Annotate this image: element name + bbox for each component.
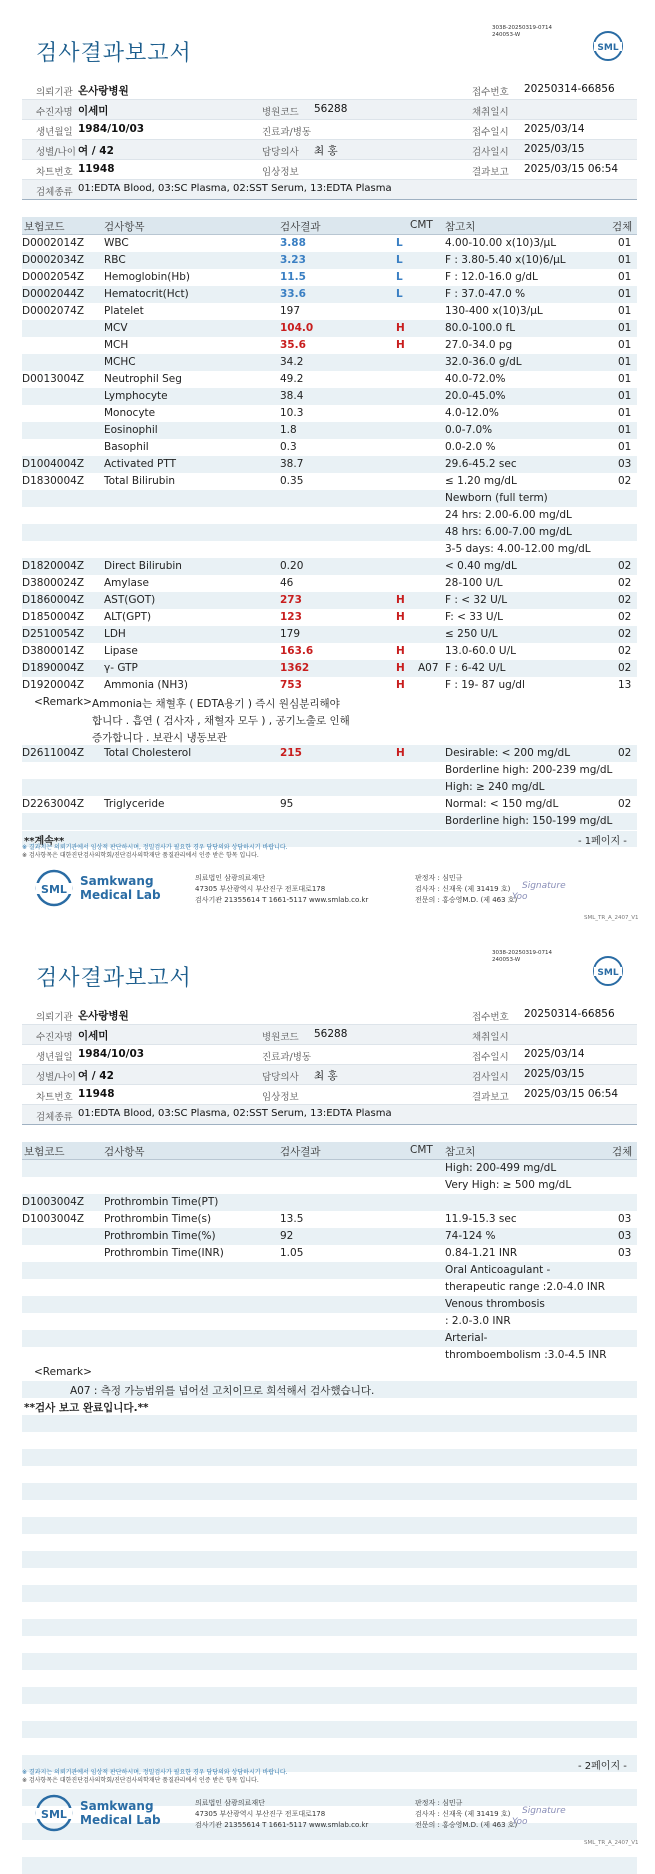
specimen-cell: 01 [618, 389, 632, 402]
table-row [22, 439, 637, 456]
empty-row [22, 1534, 637, 1551]
item-cell: Total Bilirubin [104, 474, 176, 487]
reference-cell: 29.6-45.2 sec [445, 457, 517, 470]
table-header: 보험코드 검사항목 검사결과 CMT 참고치 검체 [22, 217, 637, 235]
result-cell: 3.88 [280, 236, 306, 249]
result-cell: 0.3 [280, 440, 297, 453]
signature-2: Yoo [512, 892, 528, 902]
results-table-2: 보험코드 검사항목 검사결과 CMT 참고치 검체 High: 200-499 mg/dL Very High: ≥ 500 mg/dL D1003004Z Prothrombin Time(PT) D1003004Z Prothrombin Time(s) 13.5 11.9-15.3 sec 03 Prothrombin Time(%) 92 74-124 % 03 Prothrombin Time(INR) 1.05 0.84-1.21 INR 03 Oral Anticoagulant - therapeutic range :2.0-4.0 INR Venous thrombosis : 2.0-3.0 INR Arterial- thromboembolism :3.0-4.5 INR <Remark> A07 : 측정 가능범위를 넘어선 고치이므로 희석해서 검사했습니다. **검사 보고 완료입니다.** [22, 1142, 637, 1874]
reference-cell: Newborn (full term) [445, 491, 548, 504]
result-cell: 215 [280, 746, 302, 759]
empty-row [22, 1551, 637, 1568]
reference-cell: F : 6-42 U/L [445, 661, 506, 674]
specimen-cell: 02 [618, 576, 632, 589]
reference-cell: Normal: < 150 mg/dL [445, 797, 559, 810]
reference-cell: Very High: ≥ 500 mg/dL [445, 1178, 572, 1191]
flag-cell: H [396, 661, 405, 674]
item-cell: Eosinophil [104, 423, 158, 436]
table-row [22, 1211, 637, 1228]
sml-logo-icon [592, 955, 624, 987]
empty-row [22, 1585, 637, 1602]
page-footer-bar: **계속** - 1페이지 - [22, 831, 637, 847]
empty-row [22, 1857, 637, 1874]
item-cell: AST(GOT) [104, 593, 156, 606]
lab-address: 의료법인 삼광의료재단 47305 부산광역시 부산진구 전포대로178 검사기관 21355614 T 1661-5117 www.smlab.co.kr [195, 1799, 369, 1829]
specimen-cell: 02 [618, 644, 632, 657]
signatories: 판정자 : 심민규 검사자 : 신재욱 (제 31419 호) 전문의 : 홍승영M.D. (제 463 호) [415, 1799, 518, 1829]
flag-cell: H [396, 593, 405, 606]
item-cell: Platelet [104, 304, 144, 317]
flag-cell: L [396, 270, 403, 283]
empty-row [22, 1687, 637, 1704]
reference-cell: 20.0-45.0% [445, 389, 506, 402]
result-cell: 11.5 [280, 270, 306, 283]
empty-row [22, 1517, 637, 1534]
page-number: - 1페이지 - [578, 836, 627, 847]
flag-cell: L [396, 236, 403, 249]
reference-cell: F : 3.80-5.40 x(10)6/μL [445, 253, 566, 266]
report-page-2: 3038-20250319-0714 240053-W 검사결과보고서 SML 의뢰기관 온사랑병원 접수번호 20250314-66856 수진자명 이세미 병원코드 56288 채취일시 생년월일 1984/10/03 진료과/병동 접수일시 2025/03/14 성별/나이 여 / 42 담당의사 최 홍 검사일시 2025/03/15 차트번호 11948 임상정보 결과보고 2025/03/15 06:54 검체종류 01:EDTA Blood, 03:SC Plasma, 02:SST Serum, 13:EDTA Plasma 보험코드 검사항목 검사결과 CMT 참고치 검체 High: 200-499 mg/dL Very High: ≥ 500 mg/dL D1003004Z Prothrombin Time(PT) D1003004Z Prothrombin Time(s) 13.5 11.9-15.3 sec 03 Prothrombin Time(%) 92 74-124 % 03 Prothrombin Time(INR) 1.05 0.84-1.21 INR 03 Oral Anticoagulant - therapeutic range :2.0-4.0 INR Venous thrombosis : 2.0-3.0 INR Arterial- thromboembolism :3.0-4.5 INR <Remark> A07 : 측정 가능범위를 넘어선 고치이므로 희석해서 검사했습니다. **검사 보고 완료입니다.** - 2페이지 - ※ 결과지는 의뢰기관에서 임상적 판단하시며, 정밀검사가 필요한 경우 담당의와 상담하시기 바랍니다. ※ 검사항목은 대한진단검사의학회/진단검사의학재단 품질관리에서 인증 받은 항목 입니다. SML Samkwang Medical Lab 의료법인 삼광의료재단 47305 부산광역시 부산진구 전포대로178 검사기관 21355614 T 1661-5117 www.smlab.co.kr 판정자 : 심민규 검사자 : 신재욱 (제 31419 호) 전문의 : 홍승영M.D. (제 463 호) Signature Yoo SML_TR_A_2407_V1 [0, 925, 655, 1850]
table-row [22, 473, 637, 490]
specimen-cell: 02 [618, 610, 632, 623]
specimen-cell: 03 [618, 1212, 632, 1225]
table-row [22, 1347, 637, 1364]
empty-row [22, 1602, 637, 1619]
item-cell: LDH [104, 627, 126, 640]
signature-2: Yoo [512, 1817, 528, 1827]
specimen-cell: 03 [618, 1246, 632, 1259]
reference-cell: thromboembolism :3.0-4.5 INR [445, 1348, 607, 1361]
sml-logo-icon [592, 30, 624, 62]
patient-info: 의뢰기관 온사랑병원 접수번호 20250314-66856 수진자명 이세미 병원코드 56288 채취일시 생년월일 1984/10/03 진료과/병동 접수일시 2025/03/14 성별/나이 여 / 42 담당의사 최 홍 검사일시 2025/03/15 차트번호 11948 임상정보 결과보고 2025/03/15 06:54 검체종류 01:EDTA Blood, 03:SC Plasma, 02:SST Serum, 13:EDTA Plasma [22, 1005, 637, 1125]
table-row [22, 252, 637, 269]
code-cell: D1890004Z [22, 661, 85, 674]
table-row [22, 796, 637, 813]
table-row [22, 286, 637, 303]
empty-row [22, 1704, 637, 1721]
reference-cell: < 0.40 mg/dL [445, 559, 517, 572]
table-row [22, 490, 637, 507]
result-cell: 1.8 [280, 423, 297, 436]
flag-cell: H [396, 746, 405, 759]
result-cell: 273 [280, 593, 302, 606]
item-cell: Ammonia (NH3) [104, 678, 189, 691]
signature: Signature [522, 1806, 566, 1816]
empty-row [22, 1415, 637, 1432]
svg-text:SML: SML [41, 1808, 67, 1821]
table-row [22, 575, 637, 592]
reference-cell: 0.84-1.21 INR [445, 1246, 518, 1259]
table-row [22, 609, 637, 626]
reference-cell: F : 12.0-16.0 g/dL [445, 270, 538, 283]
item-cell: Total Cholesterol [104, 746, 192, 759]
item-cell: RBC [104, 253, 126, 266]
result-cell: 1362 [280, 661, 310, 674]
code-cell: D0002014Z [22, 236, 85, 249]
item-cell: Basophil [104, 440, 149, 453]
result-cell: 33.6 [280, 287, 306, 300]
table-row [22, 1296, 637, 1313]
table-row [22, 745, 637, 762]
item-cell: MCHC [104, 355, 136, 368]
table-header: 보험코드 검사항목 검사결과 CMT 참고치 검체 [22, 1142, 637, 1160]
item-cell: Activated PTT [104, 457, 177, 470]
reference-cell: Venous thrombosis [445, 1297, 545, 1310]
table-row [22, 558, 637, 575]
item-cell: Lipase [104, 644, 138, 657]
specimen-cell: 02 [618, 746, 632, 759]
specimen-cell: 01 [618, 304, 632, 317]
flag-cell: H [396, 678, 405, 691]
code-cell: D1850004Z [22, 610, 85, 623]
specimen-cell: 01 [618, 236, 632, 249]
result-cell: 95 [280, 797, 294, 810]
table-row [22, 320, 637, 337]
empty-row [22, 1653, 637, 1670]
table-row [22, 269, 637, 286]
result-cell: 753 [280, 678, 302, 691]
table-row [22, 235, 637, 252]
code-cell: D1820004Z [22, 559, 85, 572]
item-cell: Prothrombin Time(s) [104, 1212, 212, 1225]
table-row [22, 1330, 637, 1347]
reference-cell: ≤ 250 U/L [445, 627, 498, 640]
reference-cell: 4.00-10.00 x(10)3/μL [445, 236, 557, 249]
result-cell: 10.3 [280, 406, 304, 419]
specimen-cell: 01 [618, 372, 632, 385]
report-title: 검사결과보고서 [36, 966, 192, 991]
item-cell: Neutrophil Seg [104, 372, 182, 385]
result-cell: 123 [280, 610, 302, 623]
flag-cell: H [396, 338, 405, 351]
specimen-cell: 01 [618, 423, 632, 436]
patient-value: 이세미 [78, 105, 109, 117]
code-cell: D0002034Z [22, 253, 85, 266]
result-cell: 104.0 [280, 321, 314, 334]
report-page-1: 3038-20250319-0714 240053-W 검사결과보고서 SML 의뢰기관 온사랑병원 접수번호 20250314-66856 수진자명 이세미 병원코드 56288 채취일시 생년월일 1984/10/03 진료과/병동 접수일시 2025/03/14 성별/나이 여 / 42 담당의사 최 홍 검사일시 2025/03/15 차트번호 11948 임상정보 결과보고 2025/03/15 06:54 검체종류 01:EDTA Blood, 03:SC Plasma, 02:SST Serum, 13:EDTA Plasma 보험코드 검사항목 검사결과 CMT 참고치 검체 D0002014Z WBC 3.88 L 4.00-10.00 x(10)3/μL 01 D0002034Z RBC 3.23 L F : 3.80-5.40 x(10)6/μL 01 D0002054Z Hemoglobin(Hb) 11.5 L F : 12.0-16.0 g/dL 01 D0002044Z Hematocrit(Hct) 33.6 L F : 37.0-47.0 % 01 D0002074Z Platelet 197 130-400 x(10)3/μL 01 MCV 104.0 H 80.0-100.0 fL 01 MCH 35.6 H 27.0-34.0 pg 01 MCHC 34.2 32.0-36.0 g/dL 01 D0013004Z Neutrophil Seg 49.2 40.0-72.0% 01 Lymphocyte 38.4 20.0-45.0% 01 Monocyte 10.3 4.0-12.0% 01 Eosinophil 1.8 0.0-7.0% 01 Basophil 0.3 0.0-2.0 % 01 D1004004Z Activated PTT 38.7 29.6-45.2 sec 03 D1830004Z Total Bilirubin 0.35 ≤ 1.20 mg/dL 02 Newborn (full term) 24 hrs: 2.00-6.00 mg/dL 48 hrs: 6.00-7.00 mg/dL 3-5 days: 4.00-12.00 mg/dL D1820004Z Direct Bilirubin 0.20 < 0.40 mg/dL 02 D3800024Z Amylase 46 28-100 U/L 02 D1860004Z AST(GOT) 273 H F : < 32 U/L 02 D1850004Z ALT(GPT) 123 H F: < 33 U/L 02 D2510054Z LDH 179 ≤ 250 U/L 02 D3800014Z Lipase 163.6 H 13.0-60.0 U/L 02 D1890004Z γ- GTP 1362 H A07 F : 6-42 U/L 02 D1920004Z Ammonia (NH3) 753 H F : 19- 87 ug/dl 13 <Remark> Ammonia는 채혈후 ( EDTA용기 ) 즉시 원심분리해야 합니다 . 흡연 ( 검사자 , 채혈자 모두 ) , 공기노출로 인해 증가합니다 . 보관시 냉동보관 D2611004Z Total Cholesterol 215 H Desirable: < 200 mg/dL 02 Borderline high: 200-239 mg/dL High: ≥ 240 mg/dL D2263004Z Triglyceride 95 Normal: < 150 mg/dL 02 Borderline high: 150-199 mg/dL **계속** - 1페이지 - ※ 결과지는 의뢰기관에서 임상적 판단하시며, 정밀검사가 필요한 경우 담당의와 상담하시기 바랍니다. ※ 검사항목은 대한진단검사의학회/진단검사의학재단 품질관리에서 인증 받은 항목 입니다. SML Samkwang Medical Lab 의료법인 삼광의료재단 47305 부산광역시 부산진구 전포대로178 검사기관 21355614 T 1661-5117 www.smlab.co.kr 판정자 : 심민규 검사자 : 신재욱 (제 31419 호) 전문의 : 홍승영M.D. (제 463 호) Signature Yoo SML_TR_A_2407_V1 [22, 25, 639, 921]
specimen-cell: 01 [618, 355, 632, 368]
results-table-1: 보험코드 검사항목 검사결과 CMT 참고치 검체 D0002014Z WBC 3.88 L 4.00-10.00 x(10)3/μL 01 D0002034Z RBC 3.23 L F : 3.80-5.40 x(10)6/μL 01 D0002054Z Hemoglobin(Hb) 11.5 L F : 12.0-16.0 g/dL 01 D0002044Z Hematocrit(Hct) 33.6 L F : 37.0-47.0 % 01 D0002074Z Platelet 197 130-400 x(10)3/μL 01 MCV 104.0 H 80.0-100.0 fL 01 MCH 35.6 H 27.0-34.0 pg 01 MCHC 34.2 32.0-36.0 g/dL 01 D0013004Z Neutrophil Seg 49.2 40.0-72.0% 01 Lymphocyte 38.4 20.0-45.0% 01 Monocyte 10.3 4.0-12.0% 01 Eosinophil 1.8 0.0-7.0% 01 Basophil 0.3 0.0-2.0 % 01 D1004004Z Activated PTT 38.7 29.6-45.2 sec 03 D1830004Z Total Bilirubin 0.35 ≤ 1.20 mg/dL 02 Newborn (full term) 24 hrs: 2.00-6.00 mg/dL 48 hrs: 6.00-7.00 mg/dL 3-5 days: 4.00-12.00 mg/dL D1820004Z Direct Bilirubin 0.20 < 0.40 mg/dL 02 D3800024Z Amylase 46 28-100 U/L 02 D1860004Z AST(GOT) 273 H F : < 32 U/L 02 D1850004Z ALT(GPT) 123 H F: < 33 U/L 02 D2510054Z LDH 179 ≤ 250 U/L 02 D3800014Z Lipase 163.6 H 13.0-60.0 U/L 02 D1890004Z γ- GTP 1362 H A07 F : 6-42 U/L 02 D1920004Z Ammonia (NH3) 753 H F : 19- 87 ug/dl 13 <Remark> Ammonia는 채혈후 ( EDTA용기 ) 즉시 원심분리해야 합니다 . 흡연 ( 검사자 , 채혈자 모두 ) , 공기노출로 인해 증가합니다 . 보관시 냉동보관 D2611004Z Total Cholesterol 215 H Desirable: < 200 mg/dL 02 Borderline high: 200-239 mg/dL High: ≥ 240 mg/dL D2263004Z Triglyceride 95 Normal: < 150 mg/dL 02 Borderline high: 150-199 mg/dL [22, 217, 637, 830]
item-cell: WBC [104, 236, 129, 249]
table-row [22, 1194, 637, 1211]
comment-cell: A07 [418, 661, 439, 674]
item-cell: Triglyceride [104, 797, 165, 810]
item-cell: Monocyte [104, 406, 156, 419]
reference-cell: 11.9-15.3 sec [445, 1212, 517, 1225]
item-cell: Amylase [104, 576, 149, 589]
reference-cell: High: ≥ 240 mg/dL [445, 780, 545, 793]
table-row [22, 1279, 637, 1296]
flag-cell: L [396, 253, 403, 266]
specimen-cell: 02 [618, 627, 632, 640]
doctor-value: 최 홍 [314, 145, 338, 157]
code-cell: D2611004Z [22, 746, 85, 759]
result-cell: 38.4 [280, 389, 304, 402]
sml-footer-logo-icon [34, 1793, 74, 1833]
table-row [22, 388, 637, 405]
table-row [22, 677, 637, 694]
table-row [22, 1262, 637, 1279]
item-cell: MCV [104, 321, 128, 334]
flag-cell: H [396, 321, 405, 334]
reference-cell: 40.0-72.0% [445, 372, 506, 385]
specimen-cell: 13 [618, 678, 632, 691]
reference-cell: 27.0-34.0 pg [445, 338, 513, 351]
table-row [22, 1245, 637, 1262]
table-row [22, 524, 637, 541]
specimen-value: 01:EDTA Blood, 03:SC Plasma, 02:SST Serum, 13:EDTA Plasma [78, 183, 392, 194]
table-row [22, 660, 637, 677]
item-cell: Prothrombin Time(INR) [104, 1246, 224, 1259]
result-cell: 197 [280, 304, 301, 317]
code-cell: D1860004Z [22, 593, 85, 606]
specimen-cell: 01 [618, 287, 632, 300]
empty-row [22, 1619, 637, 1636]
reference-cell: ≤ 1.20 mg/dL [445, 474, 517, 487]
specimen-cell: 03 [618, 1229, 632, 1242]
item-cell: MCH [104, 338, 129, 351]
code-cell: D2510054Z [22, 627, 85, 640]
specimen-cell: 01 [618, 253, 632, 266]
reference-cell: Borderline high: 150-199 mg/dL [445, 814, 613, 827]
result-cell: 92 [280, 1229, 294, 1242]
reference-cell: High: 200-499 mg/dL [445, 1161, 557, 1174]
signature: Signature [522, 881, 566, 891]
specimen-cell: 03 [618, 457, 632, 470]
result-cell: 0.20 [280, 559, 304, 572]
specimen-cell: 02 [618, 593, 632, 606]
result-cell: 179 [280, 627, 301, 640]
table-row [22, 1177, 637, 1194]
empty-row [22, 1738, 637, 1755]
item-cell: Lymphocyte [104, 389, 168, 402]
flag-cell: L [396, 287, 403, 300]
specimen-cell: 01 [618, 406, 632, 419]
result-cell: 3.23 [280, 253, 306, 266]
reference-cell: 13.0-60.0 U/L [445, 644, 516, 657]
specimen-cell: 02 [618, 474, 632, 487]
reference-cell: 0.0-7.0% [445, 423, 493, 436]
reference-cell: 4.0-12.0% [445, 406, 499, 419]
table-row [22, 779, 637, 796]
empty-row [22, 1568, 637, 1585]
empty-row [22, 1449, 637, 1466]
reference-cell: 24 hrs: 2.00-6.00 mg/dL [445, 508, 572, 521]
svg-text:SML: SML [41, 883, 67, 896]
reference-cell: : 2.0-3.0 INR [445, 1314, 511, 1327]
reference-cell: 80.0-100.0 fL [445, 321, 516, 334]
reference-cell: 32.0-36.0 g/dL [445, 355, 522, 368]
table-row [22, 354, 637, 371]
lab-address: 의료법인 삼광의료재단 47305 부산광역시 부산진구 전포대로178 검사기관 21355614 T 1661-5117 www.smlab.co.kr [195, 874, 369, 904]
barcode-text: 3038-20250319-0714 240053-W [492, 950, 552, 963]
code-cell: D1003004Z [22, 1195, 85, 1208]
code-cell: D1003004Z [22, 1212, 85, 1225]
reference-cell: 3-5 days: 4.00-12.00 mg/dL [445, 542, 591, 555]
reference-cell: F: < 33 U/L [445, 610, 504, 623]
hospital-code-value: 56288 [314, 103, 348, 115]
table-row [22, 371, 637, 388]
reference-cell: 74-124 % [445, 1229, 496, 1242]
result-cell: 46 [280, 576, 294, 589]
table-row [22, 507, 637, 524]
reference-cell: 130-400 x(10)3/μL [445, 304, 543, 317]
table-row [22, 762, 637, 779]
barcode-text: 3038-20250319-0714 240053-W [492, 25, 552, 38]
specimen-cell: 02 [618, 797, 632, 810]
reference-cell: Oral Anticoagulant - [445, 1263, 551, 1276]
table-row [22, 592, 637, 609]
specimen-cell: 01 [618, 321, 632, 334]
table-row [22, 813, 637, 830]
table-row [22, 1228, 637, 1245]
table-row [22, 1160, 637, 1177]
empty-row [22, 1432, 637, 1449]
client-value: 온사랑병원 [78, 85, 129, 97]
result-cell: 34.2 [280, 355, 304, 368]
empty-row [22, 1483, 637, 1500]
table-row [22, 626, 637, 643]
specimen-cell: 01 [618, 440, 632, 453]
code-cell: D0013004Z [22, 372, 85, 385]
empty-row [22, 1840, 637, 1857]
empty-row [22, 1500, 637, 1517]
reference-cell: F : < 32 U/L [445, 593, 508, 606]
chart-value: 11948 [78, 163, 115, 175]
result-cell: 49.2 [280, 372, 304, 385]
remark-row: <Remark> [34, 1365, 92, 1378]
table-row [22, 1313, 637, 1330]
item-cell: Prothrombin Time(%) [104, 1229, 216, 1242]
item-cell: ALT(GPT) [104, 610, 152, 623]
table-row [22, 643, 637, 660]
result-cell: 38.7 [280, 457, 304, 470]
code-cell: D1004004Z [22, 457, 85, 470]
svg-text:SML: SML [597, 43, 619, 53]
code-cell: D1920004Z [22, 678, 85, 691]
empty-row [22, 1636, 637, 1653]
flag-cell: H [396, 644, 405, 657]
table-row [22, 456, 637, 473]
birth-value: 1984/10/03 [78, 123, 145, 135]
receipt-no-value: 20250314-66856 [524, 83, 615, 95]
code-cell: D0002074Z [22, 304, 85, 317]
sml-footer-logo-icon [34, 868, 74, 908]
brand-name: Samkwang Medical Lab [80, 874, 161, 902]
brand-name: Samkwang Medical Lab [80, 1799, 161, 1827]
table-row [22, 337, 637, 354]
signatories: 판정자 : 심민규 검사자 : 신재욱 (제 31419 호) 전문의 : 홍승영M.D. (제 463 호) [415, 874, 518, 904]
reference-cell: Borderline high: 200-239 mg/dL [445, 763, 613, 776]
reference-cell: 0.0-2.0 % [445, 440, 496, 453]
sex-age-value: 여 / 42 [78, 145, 114, 157]
code-cell: D0002054Z [22, 270, 85, 283]
reference-cell: 48 hrs: 6.00-7.00 mg/dL [445, 525, 572, 538]
result-cell: 1.05 [280, 1246, 304, 1259]
empty-row [22, 1670, 637, 1687]
code-cell: D2263004Z [22, 797, 85, 810]
report-end: **검사 보고 완료입니다.** [24, 1401, 149, 1414]
specimen-cell: 02 [618, 559, 632, 572]
specimen-cell: 01 [618, 338, 632, 351]
table-row [22, 405, 637, 422]
result-cell: 0.35 [280, 474, 304, 487]
reference-cell: therapeutic range :2.0-4.0 INR [445, 1280, 606, 1293]
table-row [22, 303, 637, 320]
page-number: - 2페이지 - [578, 1761, 627, 1772]
reference-cell: 28-100 U/L [445, 576, 503, 589]
reference-cell: F : 37.0-47.0 % [445, 287, 526, 300]
code-cell: D0002044Z [22, 287, 85, 300]
item-cell: Hemoglobin(Hb) [104, 270, 191, 283]
reference-cell: F : 19- 87 ug/dl [445, 678, 525, 691]
specimen-cell: 02 [618, 661, 632, 674]
table-row [22, 422, 637, 439]
empty-row [22, 1721, 637, 1738]
reference-cell: Desirable: < 200 mg/dL [445, 746, 571, 759]
result-cell: 13.5 [280, 1212, 304, 1225]
svg-text:SML: SML [597, 968, 619, 978]
remark-row: <Remark> Ammonia는 채혈후 ( EDTA용기 ) 즉시 원심분리해야 [34, 695, 340, 710]
code-cell: D1830004Z [22, 474, 85, 487]
reference-cell: Arterial- [445, 1331, 488, 1344]
specimen-cell: 01 [618, 270, 632, 283]
report-title: 검사결과보고서 [36, 41, 192, 66]
item-cell: Prothrombin Time(PT) [104, 1195, 219, 1208]
result-cell: 35.6 [280, 338, 306, 351]
code-cell: D3800014Z [22, 644, 85, 657]
code-cell: D3800024Z [22, 576, 85, 589]
patient-info: 의뢰기관 온사랑병원 접수번호 20250314-66856 수진자명 이세미 병원코드 56288 채취일시 생년월일 1984/10/03 진료과/병동 접수일시 2025/03/14 성별/나이 여 / 42 담당의사 최 홍 검사일시 2025/03/15 차트번호 11948 임상정보 결과보고 2025/03/15 06:54 검체종류 01:EDTA Blood, 03:SC Plasma, 02:SST Serum, 13:EDTA Plasma [22, 80, 637, 200]
item-cell: Hematocrit(Hct) [104, 287, 189, 300]
empty-row [22, 1466, 637, 1483]
result-cell: 163.6 [280, 644, 314, 657]
flag-cell: H [396, 610, 405, 623]
item-cell: Direct Bilirubin [104, 559, 182, 572]
item-cell: γ- GTP [104, 661, 138, 674]
table-row [22, 541, 637, 558]
